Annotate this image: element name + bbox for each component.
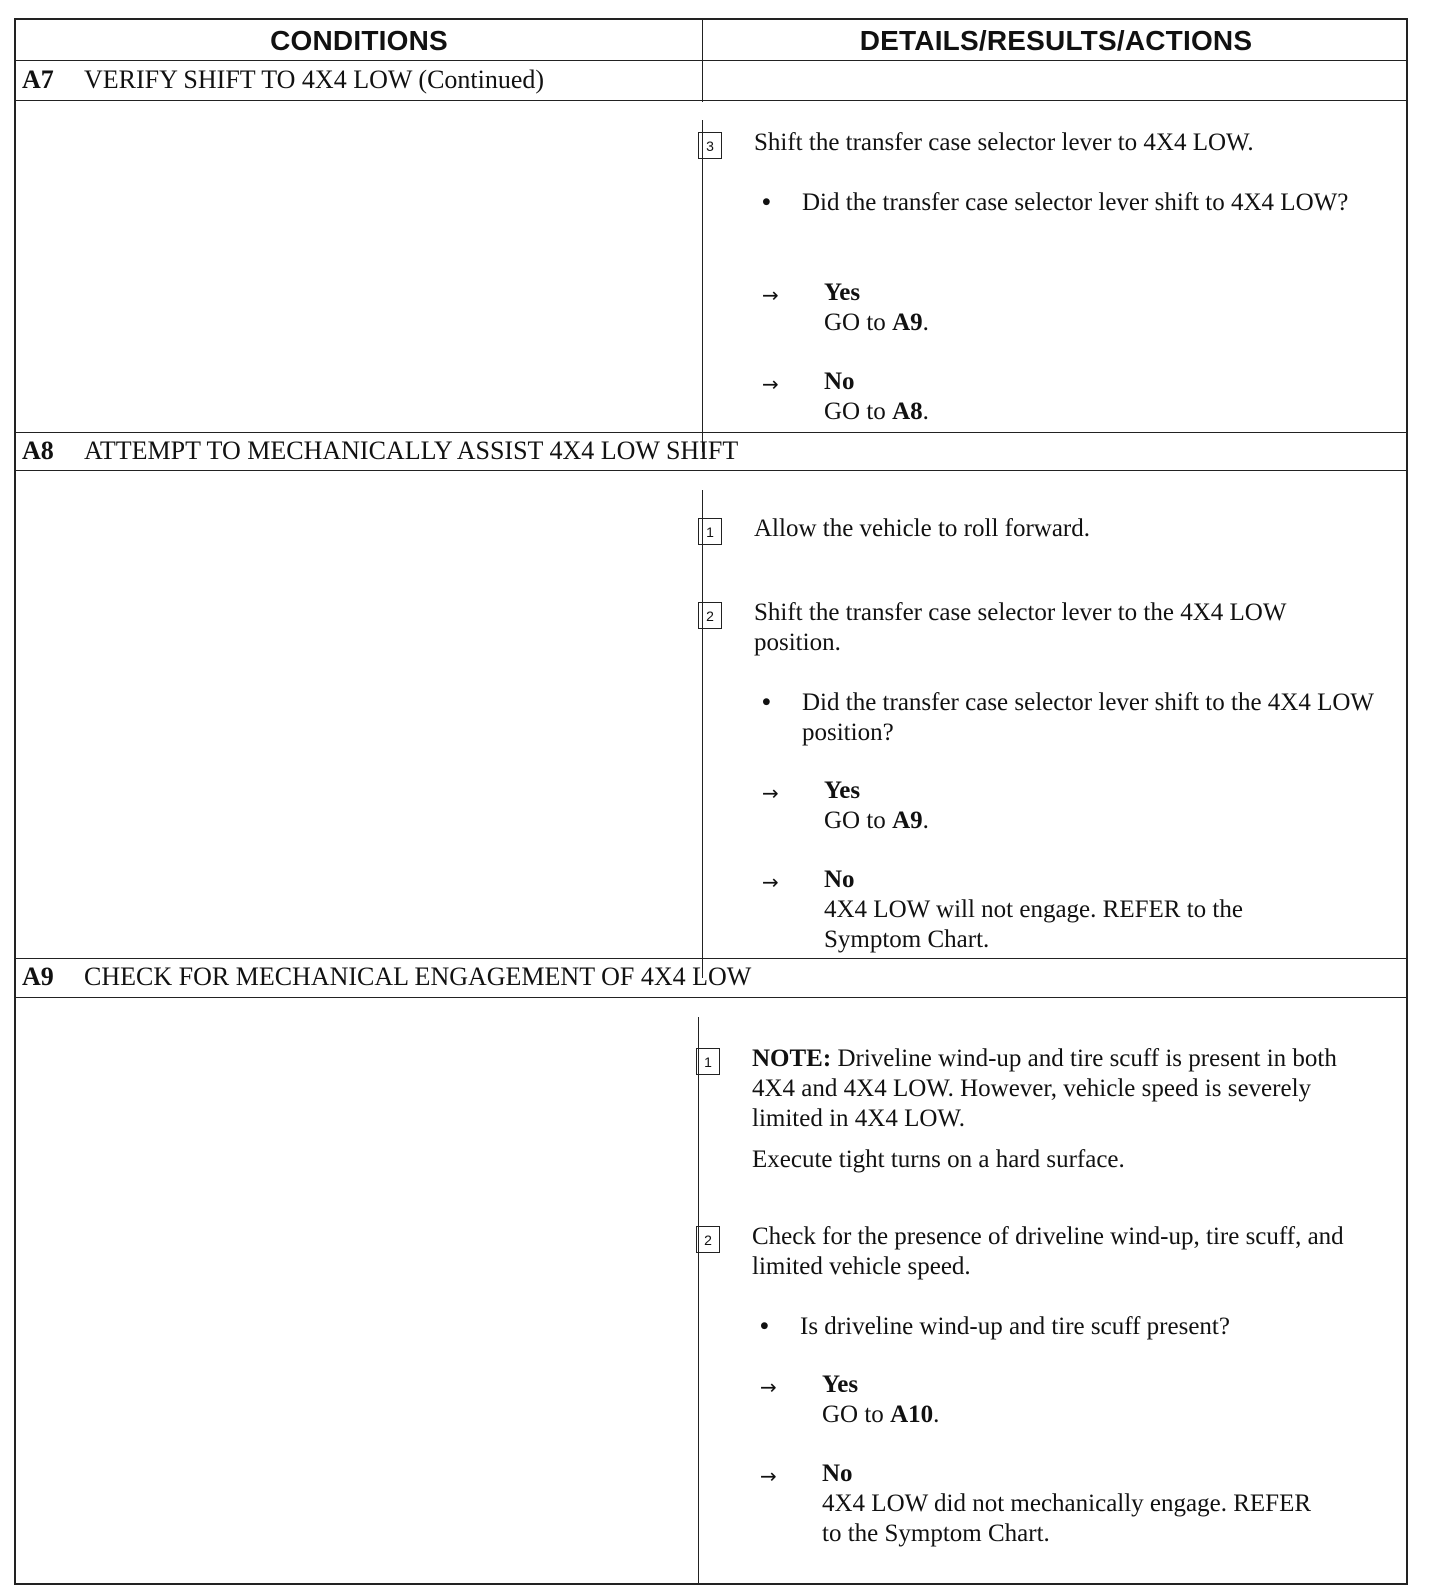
column-divider-a9: [698, 1017, 699, 1583]
answer-yes-a7: [762, 278, 1382, 338]
answer-label: Yes: [824, 777, 861, 804]
step-text: Check for the presence of driveline wind-up, tire scuff, and limited vehicle speed.: [752, 1223, 1344, 1280]
answer-text: [822, 1400, 939, 1430]
header-details: DETAILS/RESULTS/ACTIONS: [859, 25, 1253, 56]
answer-ref: A10: [890, 1401, 934, 1428]
step-text: Shift the transfer case selector lever to the 4X4 LOW position.: [754, 599, 1286, 656]
answer-text: [824, 308, 929, 338]
answer-label: No: [824, 866, 855, 893]
column-divider-a7: [702, 120, 703, 452]
answer-goto-text: GO to: [822, 1401, 884, 1428]
arrow-right-icon: →: [762, 372, 779, 396]
arrow-right-icon: →: [762, 781, 779, 805]
answer-label: Yes: [822, 1371, 859, 1398]
answer-text: [824, 397, 929, 427]
question-text: Did the transfer case selector lever shift to 4X4 LOW?: [802, 189, 1349, 216]
answer-label: No: [824, 368, 855, 395]
arrow-right-icon: →: [762, 283, 779, 307]
question-text: Did the transfer case selector lever shift to the 4X4 LOW position?: [802, 689, 1374, 746]
section-title-a8: [22, 433, 738, 469]
step-text: Shift the transfer case selector lever to 4X4 LOW.: [754, 129, 1254, 156]
answer-ref: A9: [892, 807, 923, 834]
step-number-box: 2: [698, 602, 722, 629]
section-title-a7: [22, 62, 544, 98]
answer-label: No: [822, 1460, 853, 1487]
answer-goto-text: GO to: [824, 309, 886, 336]
answer-no-a7: [762, 367, 1382, 427]
header-conditions: CONDITIONS: [270, 25, 448, 56]
answer-yes-a8: [762, 776, 1382, 836]
bullet-icon: •: [762, 189, 771, 216]
column-divider-a8: [702, 490, 703, 978]
answer-end: .: [922, 309, 929, 336]
answer-no-a8: [762, 865, 1382, 957]
section-title-text: ATTEMPT TO MECHANICALLY ASSIST 4X4 LOW SHIFT: [84, 436, 739, 465]
answer-label: Yes: [824, 279, 861, 306]
note-label: NOTE:: [752, 1045, 832, 1072]
step-number-box: 1: [696, 1048, 720, 1075]
answer-ref: A9: [892, 309, 923, 336]
answer-no-a9: [760, 1459, 1380, 1551]
step-text: Allow the vehicle to roll forward.: [754, 515, 1091, 542]
answer-text: 4X4 LOW will not engage. REFER to the Symptom Chart.: [824, 896, 1243, 953]
step-number-box: 2: [696, 1226, 720, 1253]
answer-end: .: [922, 398, 929, 425]
section-number: A9: [22, 962, 54, 991]
question-text: Is driveline wind-up and tire scuff present?: [800, 1313, 1230, 1340]
section-title-text: VERIFY SHIFT TO 4X4 LOW (Continued): [84, 65, 545, 94]
step-text: [752, 1044, 1362, 1175]
section-divider: [16, 470, 1406, 471]
section-number: A8: [22, 436, 54, 465]
section-divider: [16, 100, 1406, 101]
note-text: Driveline wind-up and tire scuff is present in both 4X4 and 4X4 LOW. However, vehicle speed is severely limited in 4X4 LOW.: [752, 1045, 1337, 1132]
answer-text: 4X4 LOW did not mechanically engage. REFER to the Symptom Chart.: [822, 1490, 1312, 1547]
answer-end: .: [933, 1401, 940, 1428]
header-divider: [16, 60, 1406, 61]
arrow-right-icon: →: [762, 870, 779, 894]
answer-goto-text: GO to: [824, 398, 886, 425]
step-number-box: 3: [698, 132, 722, 159]
section-number: A7: [22, 65, 54, 94]
section-divider: [16, 997, 1406, 998]
answer-end: .: [922, 807, 929, 834]
answer-text: [824, 806, 929, 836]
bullet-icon: •: [762, 689, 771, 716]
answer-goto-text: GO to: [824, 807, 886, 834]
answer-ref: A8: [892, 398, 923, 425]
section-title-text: CHECK FOR MECHANICAL ENGAGEMENT OF 4X4 LOW: [84, 962, 752, 991]
arrow-right-icon: →: [760, 1464, 777, 1488]
bullet-icon: •: [760, 1313, 769, 1340]
column-divider-header: [702, 20, 703, 102]
step-extra-text: Execute tight turns on a hard surface.: [752, 1146, 1125, 1173]
section-title-a9: [22, 959, 751, 995]
step-number-box: 1: [698, 518, 722, 545]
procedure-table: [14, 18, 1408, 1585]
arrow-right-icon: →: [760, 1375, 777, 1399]
answer-yes-a9: [760, 1370, 1380, 1430]
